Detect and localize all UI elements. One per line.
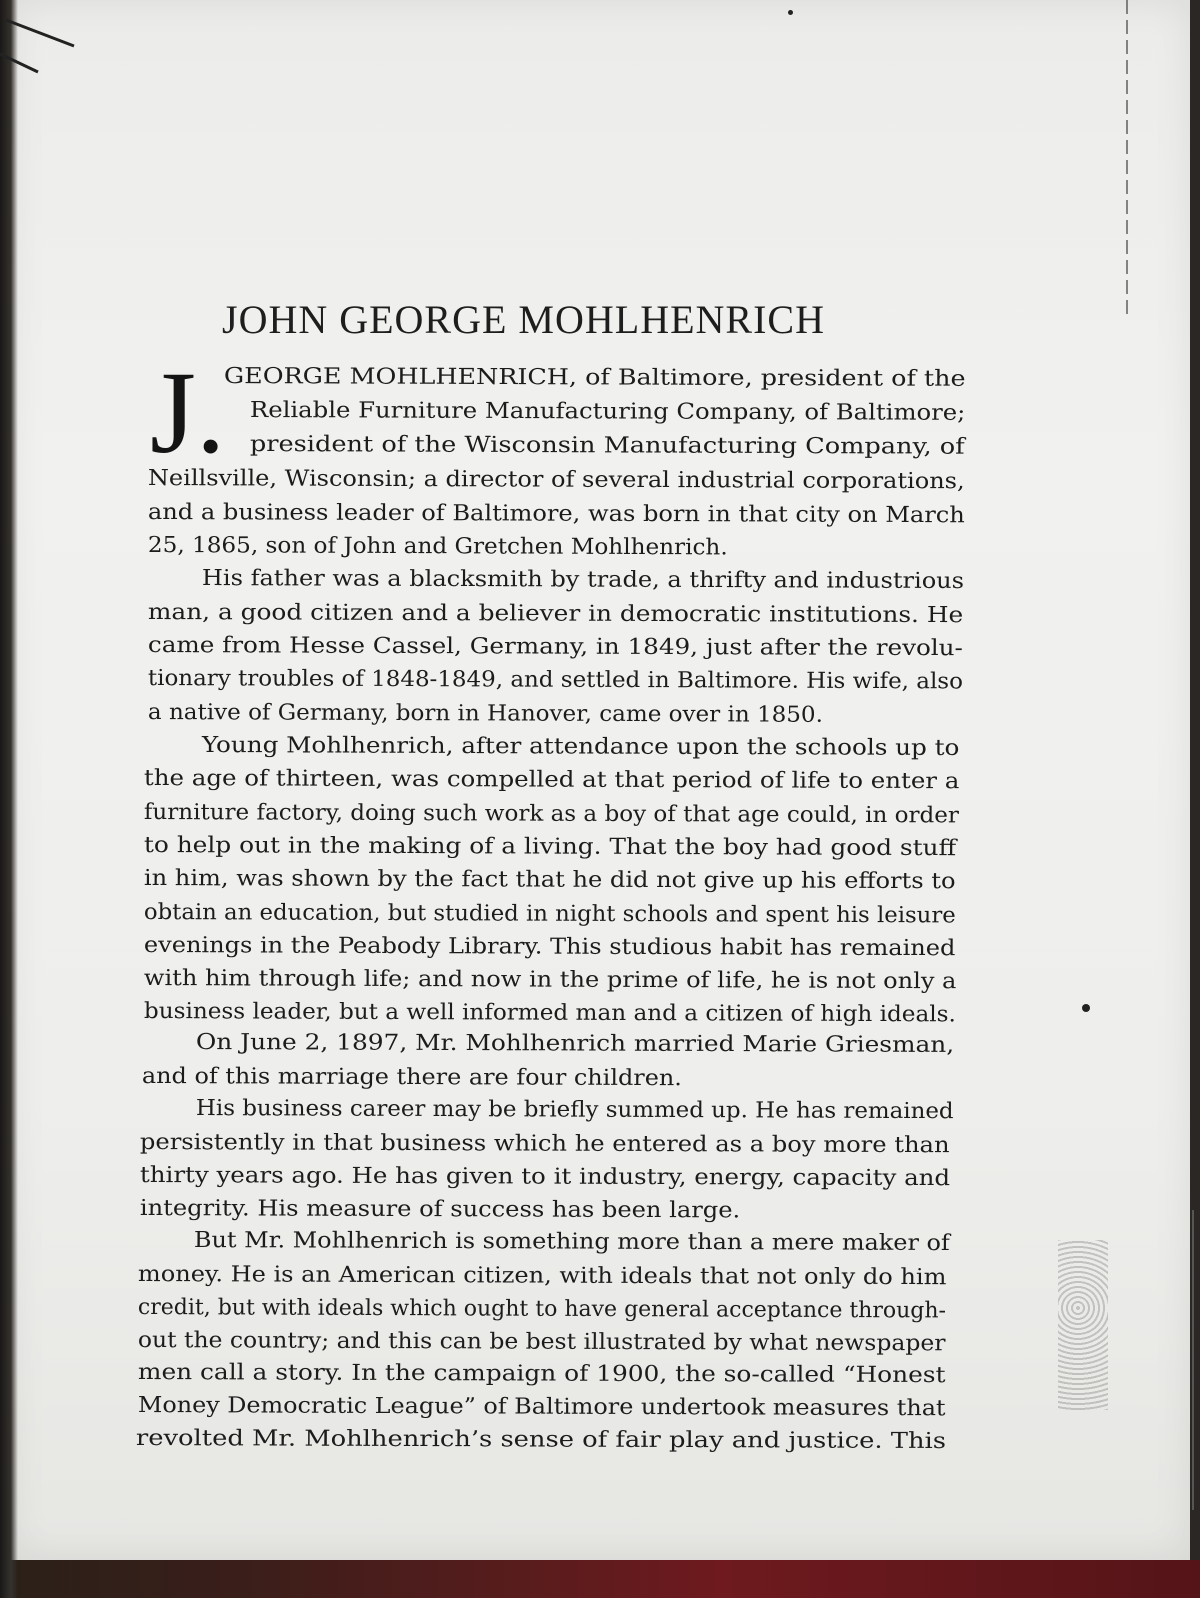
text-line: thirty years ago. He has given to it industry, energy, capacity and bbox=[139, 1163, 951, 1192]
text-line: came from Hesse Cassel, Germany, in 1849, just after the revolu- bbox=[147, 633, 963, 662]
text-line: His business career may be briefly summed up. He has remained bbox=[195, 1096, 954, 1125]
text-line: and a business leader of Baltimore, was born in that city on March bbox=[147, 500, 965, 529]
text-line: business leader, but a well informed man and a citizen of high ideals. bbox=[143, 999, 956, 1028]
text-line: persistently in that business which he entered as a boy more than bbox=[139, 1130, 950, 1159]
text-line: Reliable Furniture Manufacturing Company, of Baltimore; bbox=[249, 398, 966, 426]
text-line: GEORGE MOHLHENRICH, of Baltimore, president of the bbox=[223, 364, 966, 392]
page-right-edge-mark-lower bbox=[1192, 1210, 1194, 1510]
text-line: integrity. His measure of success has been large. bbox=[139, 1196, 741, 1224]
text-line: and of this marriage there are four children. bbox=[141, 1064, 682, 1092]
drop-cap: J. bbox=[150, 347, 226, 478]
text-line: the age of thirteen, was compelled at that period of life to enter a bbox=[143, 766, 960, 795]
text-line: Young Mohlhenrich, after attendance upon the schools up to bbox=[201, 733, 960, 761]
text-line: But Mr. Mohlhenrich is something more than a mere maker of bbox=[193, 1228, 950, 1257]
text-line: man, a good citizen and a believer in democratic institutions. He bbox=[147, 600, 964, 629]
text-line: to help out in the making of a living. That the boy had good stuff bbox=[143, 833, 957, 862]
pencil-mark bbox=[0, 10, 80, 80]
text-line: 25, 1865, son of John and Gretchen Mohlhenrich. bbox=[147, 533, 728, 561]
text-line: president of the Wisconsin Manufacturing Company, of bbox=[249, 432, 965, 460]
article-title: JOHN GEORGE MOHLHENRICH bbox=[222, 297, 825, 342]
text-line: On June 2, 1897, Mr. Mohlhenrich married Marie Griesman, bbox=[195, 1030, 955, 1058]
background-surface bbox=[0, 1560, 1200, 1598]
text-line: a native of Germany, born in Hanover, came over in 1850. bbox=[147, 700, 823, 728]
text-line: out the country; and this can be best illustrated by what newspaper bbox=[137, 1328, 946, 1357]
text-line: in him, was shown by the fact that he did not give up his efforts to bbox=[143, 866, 956, 895]
ink-smudge bbox=[1058, 1240, 1108, 1410]
text-line: furniture factory, doing such work as a boy of that age could, in order bbox=[143, 800, 959, 829]
text-line: credit, but with ideals which ought to have general acceptance through- bbox=[137, 1295, 947, 1324]
text-line: with him through life; and now in the prime of life, he is not only a bbox=[143, 966, 957, 995]
ink-speck bbox=[788, 10, 793, 15]
text-line: Money Democratic League” of Baltimore undertook measures that bbox=[137, 1393, 946, 1422]
text-line: obtain an education, but studied in night schools and spent his leisure bbox=[143, 900, 956, 929]
page-left-shadow bbox=[0, 0, 18, 1598]
page-right-edge-mark bbox=[1126, 0, 1128, 320]
text-line: His father was a blacksmith by trade, a thrifty and industrious bbox=[201, 566, 965, 595]
text-line: tionary troubles of 1848-1849, and settled in Baltimore. His wife, also bbox=[147, 666, 964, 695]
ink-speck bbox=[1082, 1004, 1090, 1012]
text-line: money. He is an American citizen, with ideals that not only do him bbox=[137, 1262, 947, 1291]
text-line: revolted Mr. Mohlhenrich’s sense of fair play and justice. This bbox=[135, 1426, 947, 1455]
text-line: Neillsville, Wisconsin; a director of several industrial corporations, bbox=[147, 466, 965, 495]
text-line: men call a story. In the campaign of 1900, the so-called “Honest bbox=[137, 1360, 946, 1389]
text-line: evenings in the Peabody Library. This studious habit has remained bbox=[143, 933, 956, 962]
